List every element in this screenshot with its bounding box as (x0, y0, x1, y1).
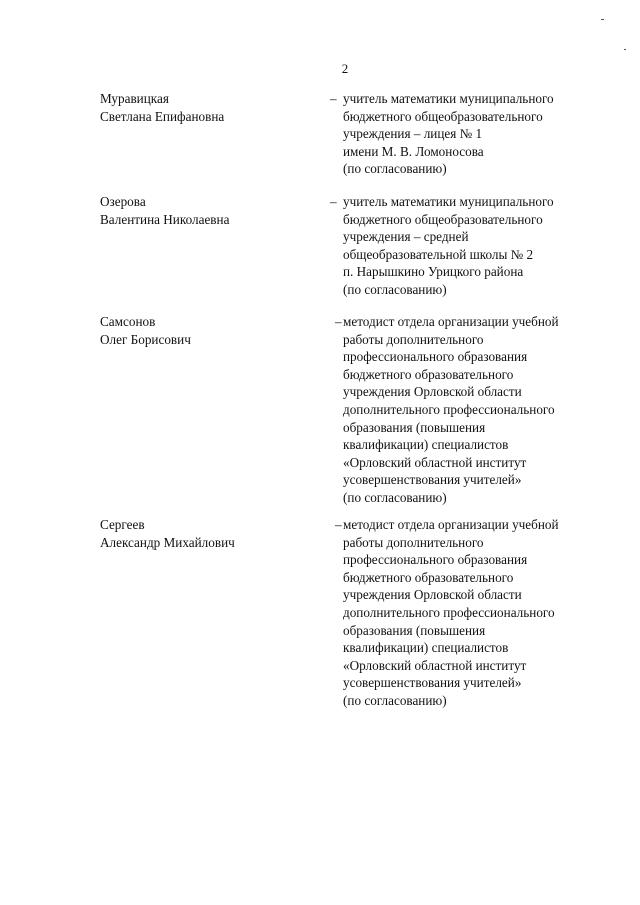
position-line: методист отдела организации учебной (343, 517, 559, 532)
position-line: учитель математики муниципального (343, 194, 554, 209)
position-line: бюджетного образовательного (343, 366, 514, 382)
position-line: п. Нарышкино Урицкого района (343, 264, 524, 280)
entry-dash: – (330, 91, 337, 106)
person-surname: Озерова (100, 194, 146, 209)
person-name (100, 193, 229, 228)
entry-dash: – (335, 517, 342, 532)
person-name (100, 313, 191, 348)
person-surname: Сергеев (100, 517, 145, 532)
entry-dash: – (330, 194, 337, 209)
position-line: квалификации) специалистов (343, 640, 509, 656)
position-line: общеобразовательной школы № 2 (343, 246, 534, 262)
position-line: образования (повышения (343, 419, 486, 435)
position-line: учитель математики муниципального (343, 91, 554, 106)
page-number: 2 (341, 61, 349, 76)
position-line: учреждения – средней (343, 229, 469, 245)
position-line: методист отдела организации учебной (343, 314, 559, 329)
position-line: учреждения – лицея № 1 (343, 126, 483, 142)
position-line: работы дополнительного (343, 331, 484, 347)
position-line: дополнительного профессионального (343, 604, 555, 620)
scan-speck (601, 19, 604, 20)
position-line: (по согласованию) (343, 281, 447, 297)
position-line: (по согласованию) (343, 161, 447, 177)
person-position (343, 313, 623, 507)
person-position (343, 193, 623, 299)
person-name (100, 516, 235, 551)
position-line: (по согласованию) (343, 489, 447, 505)
position-line: профессионального образования (343, 349, 528, 365)
scan-speck (624, 49, 626, 50)
position-line: «Орловский областной институт (343, 454, 527, 470)
position-line: (по согласованию) (343, 692, 447, 708)
position-line: образования (повышения (343, 622, 486, 638)
person-given-names: Александр Михайлович (100, 534, 235, 550)
person-surname: Самсонов (100, 314, 156, 329)
position-line: бюджетного общеобразовательного (343, 211, 543, 227)
position-line: имени М. В. Ломоносова (343, 143, 484, 159)
person-given-names: Светлана Епифановна (100, 108, 225, 124)
position-line: профессионального образования (343, 552, 528, 568)
position-line: «Орловский областной институт (343, 657, 527, 673)
position-line: учреждения Орловской области (343, 384, 522, 400)
person-surname: Муравицкая (100, 91, 169, 106)
position-line: усовершенствования учителей» (343, 675, 522, 691)
position-line: усовершенствования учителей» (343, 472, 522, 488)
person-name (100, 90, 224, 125)
person-given-names: Олег Борисович (100, 331, 191, 347)
position-line: квалификации) специалистов (343, 437, 509, 453)
position-line: бюджетного общеобразовательного (343, 108, 543, 124)
position-line: бюджетного образовательного (343, 569, 514, 585)
entry-dash: – (335, 314, 342, 329)
person-position (343, 90, 623, 178)
person-given-names: Валентина Николаевна (100, 211, 230, 227)
position-line: работы дополнительного (343, 534, 484, 550)
person-position (343, 516, 623, 710)
position-line: дополнительного профессионального (343, 401, 555, 417)
position-line: учреждения Орловской области (343, 587, 522, 603)
